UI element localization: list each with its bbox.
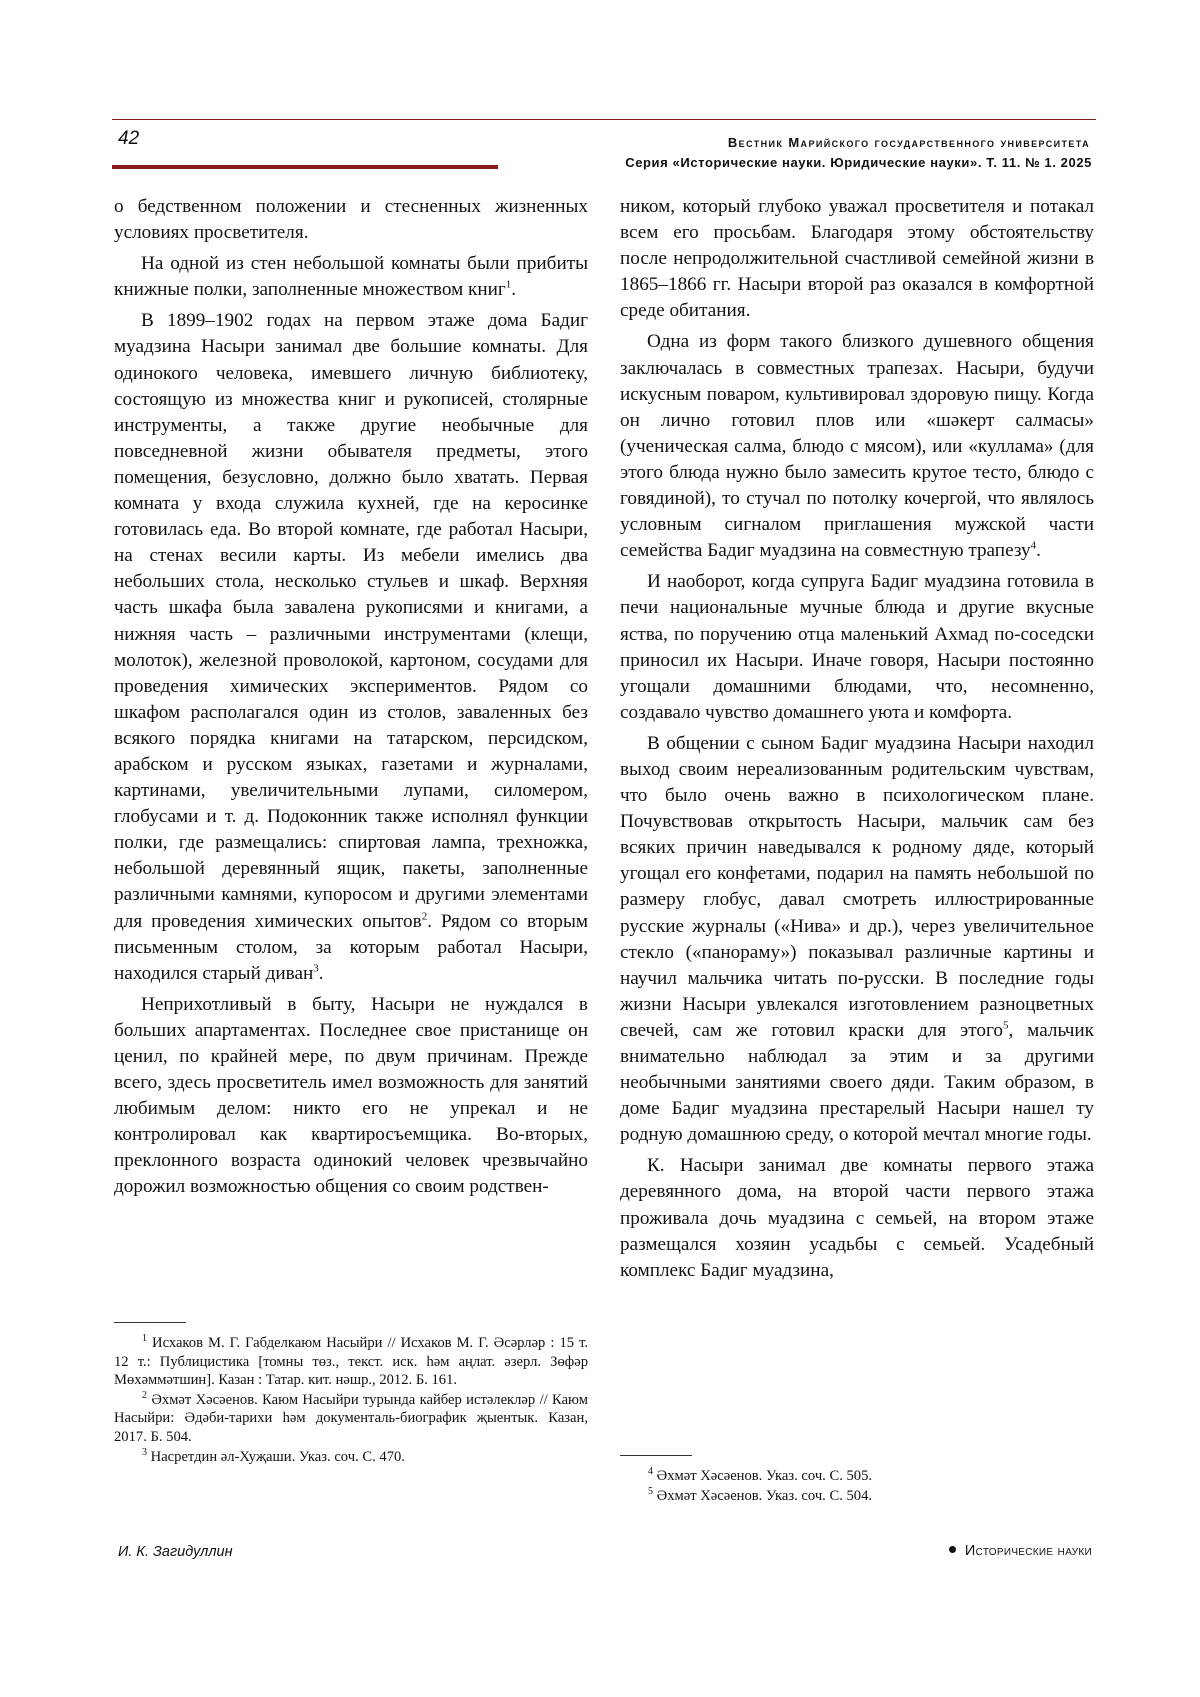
- footnote-1: $^1$ Исхаков М. Г. Габделкаюм Насыйри // Исхаков М. Г. Әсәрләр : 15 т. 12 т.: Публицистика [томны төз., текст. иск. һәм аңлат. әзерл. Зөфәр Мөхәммәтшин]. Казан : Татар. кит. нәшр., 2012. Б. 161.: [114, 1333, 588, 1389]
- body-paragraph: К. Насыри занимал две комнаты первого этажа деревянного дома, на второй части первого этажа проживала дочь муадзина с семьей, на втором этаже размещался хозяин усадьбы с семьей. Усадебный комплекс Бадиг муадзина,: [620, 1155, 1094, 1281]
- header-top-rule: [112, 119, 1096, 120]
- footnotes-left: [114, 1322, 588, 1467]
- footnote-4: $^4$ Әхмәт Хәсәенов. Указ. соч. С. 505.: [648, 1466, 873, 1484]
- body-paragraph: В 1899–1902 годах на первом этаже дома Бадиг муадзина Насыри занимал две большие комнаты. Для одинокого человека, имевшего личную библиотеку, состоящую из множества книг и рукописей, столярные инструменты, а также другие необычные для повседневной жизни обывателя предметы, этого помещения, безусловно, должно было хватать. Первая комната у входа служила кухней, где на керосинке готовилась еда. Во второй комнате, где работал Насыри, на стенах весили карты. Из мебели имелись два небольших стола, несколько стульев и шкаф. Верхняя часть шкафа была завалена рукописями и книгами, а нижняя часть – различными инструментами (клещи, молоток), железной проволокой, картоном, сосудами для проведения химических экспериментов. Рядом со шкафом располагался один из столов, заваленных без всякого порядка книгами на татарском, персидском, арабском и русском языках, газетами и журналами, картинами, увеличительными лупами, силомером, глобусами и т. д. Подоконник также исполнял функции полки, где размещались: спиртовая лампа, трехножка, небольшой деревянный ящик, пакеты, заполненные различными камнями, купоросом и другими элементами для проведения химических опытов$^2$. Рядом со вторым письменным столом, за которым работал Насыри, находился старый диван$^3$.: [114, 310, 588, 984]
- footnote-ref[interactable]: 5: [1003, 1019, 1009, 1032]
- journal-title: Вестник Марийского государственного университета: [727, 135, 1090, 150]
- footnote-5: $^5$ Әхмәт Хәсәенов. Указ. соч. С. 504.: [648, 1485, 873, 1504]
- footer-section-label: Исторические науки: [964, 1543, 1092, 1559]
- body-paragraph: На одной из стен небольшой комнаты были прибиты книжные полки, заполненные множеством книг$^1$.: [114, 253, 588, 301]
- journal-series: Серия «Исторические науки. Юридические науки». Т. 11. № 1. 2025: [625, 155, 1092, 170]
- body-paragraph: ником, который глубоко уважал просветителя и потакал всем его просьбам. Благодаря этому обстоятельству после непродолжительной счастливой семейной жизни в 1865–1866 гг. Насыри второй раз оказался в комфортной среде обитания.: [620, 196, 1094, 322]
- page-number: 42: [118, 128, 140, 149]
- left-text-column: [114, 194, 588, 1201]
- footer-section: [949, 1543, 1092, 1559]
- footnote-2: $^2$ Әхмәт Хәсәенов. Каюм Насыйри турында кайбер истәлекләр // Каюм Насыйри: Әдәби-тарихи һәм документаль-биографик җыентык. Казан, 2017. Б. 504.: [114, 1389, 588, 1445]
- body-paragraph: В общении с сыном Бадиг муадзина Насыри находил выход своим нереализованным родительским чувствам, что было очень важно в психологическом плане. Почувствовав открытость Насыри, мальчик сам без всяких причин наведывался к родному дяде, который угощал его конфетами, подарил на память небольшой по размеру глобус, давал смотреть иллюстрированные русские журналы («Нива» и др.), через увеличительное стекло («панораму») показывал различные картины и научил мальчика читать по-русски. В последние годы жизни Насыри увлекался изготовлением разноцветных свечей, сам же готовил краски для этого$^5$, мальчик внимательно наблюдал за этим и за другими необычными занятиями своего дяди. Таким образом, в доме Бадиг муадзина престарелый Насыри нашел ту родную домашнюю среду, о которой мечтал многие годы.: [620, 732, 1094, 1146]
- footnote-divider: [114, 1322, 186, 1323]
- bullet-icon: [949, 1546, 956, 1553]
- body-paragraph: Неприхотливый в быту, Насыри не нуждался в больших апартаментах. Последнее свое пристанище он ценил, по крайней мере, по двум причинам. Прежде всего, здесь просветитель имел возможность для занятий любимым делом: никто его не упрекал и не контролировал как квартиросъемщика. Во-вторых, преклонного возраста одинокий человек чрезвычайно дорожил возможностью общения со своим родствен-: [114, 993, 588, 1198]
- footnotes-right: [620, 1455, 1094, 1506]
- footnote-ref[interactable]: 2: [421, 910, 428, 923]
- body-paragraph: Одна из форм такого близкого душевного общения заключалась в совместных трапезах. Насыри, будучи искусным поваром, культивировал здоровую пищу. Когда он лично готовил плов или «шәкерт салмасы» (ученическая салма, блюдо с мясом), или «куллама» (для этого блюда нужно было замесить крутое тесто, блюдо с говядиной), то стучал по потолку кочергой, что являлось условным сигналом приглашения мужской части семейства Бадиг муадзина на совместную трапезу$^4$.: [620, 331, 1094, 562]
- header-series-rule: [112, 165, 498, 169]
- footnote-divider: [620, 1455, 692, 1456]
- footnote-3: $^3$ Насретдин әл-Хуҗаши. Указ. соч. С. 470.: [142, 1446, 405, 1465]
- body-paragraph: И наоборот, когда супруга Бадиг муадзина готовила в печи национальные мучные блюда и другие вкусные яства, по поручению отца маленький Ахмад по-соседски приносил их Насыри. Иначе говоря, Насыри постоянно угощали домашними блюдами, что, несомненно, создавало чувство домашнего уюта и комфорта.: [620, 571, 1094, 723]
- footnote-ref[interactable]: 4: [1030, 539, 1037, 552]
- footer-author: И. К. Загидуллин: [118, 1544, 233, 1560]
- right-text-column: [620, 194, 1094, 1284]
- footnote-ref[interactable]: 1: [505, 278, 512, 291]
- body-paragraph: о бедственном положении и стесненных жизненных условиях просветителя.: [114, 196, 588, 244]
- footnote-ref[interactable]: 3: [313, 962, 319, 975]
